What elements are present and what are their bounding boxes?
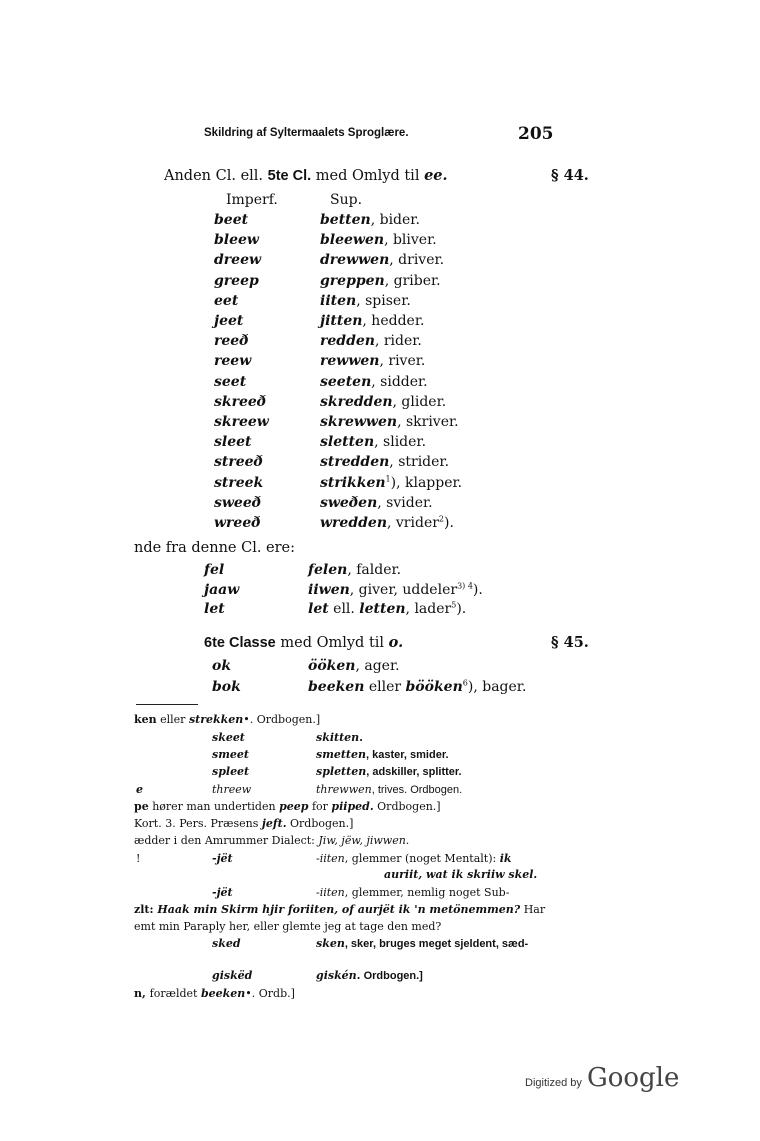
subheading: nde fra denne Cl. ere: — [134, 540, 296, 556]
imperf-form: sweeð — [214, 495, 262, 511]
footnote-mark: 1 — [385, 474, 391, 484]
fn-word: sken — [316, 937, 345, 950]
title-text: Anden Cl. ell. — [164, 168, 264, 184]
table-row — [214, 515, 454, 531]
footnote-line — [212, 765, 462, 778]
imperf-form: bleew — [214, 232, 259, 248]
fn-text: •. Ordbogen.] — [243, 713, 321, 726]
footnote-line — [212, 937, 528, 950]
fn-text: , trives. Ordbogen. — [371, 784, 463, 796]
supine-form: betten — [320, 212, 371, 228]
fn-word: -jët — [212, 886, 233, 899]
page-number: 205 — [518, 124, 554, 144]
supine-form: strikken — [320, 475, 386, 491]
imperf-form: skreew — [214, 414, 269, 430]
imperf-form: skreeð — [214, 394, 267, 410]
table-row — [212, 679, 526, 695]
footnote-line — [212, 731, 363, 744]
footnote-line — [134, 800, 441, 813]
gloss: , griber. — [384, 273, 441, 289]
footnote-line: auriit, wat ik skriiw skel. — [384, 868, 538, 881]
gloss: , river. — [379, 353, 426, 369]
footnote-line — [136, 852, 512, 865]
fn-word: -iiten — [316, 852, 345, 865]
table-row — [214, 454, 449, 470]
table-row — [204, 582, 483, 598]
supine-form: stredden — [320, 454, 390, 470]
gloss: , svider. — [377, 495, 433, 511]
gloss: , driver. — [389, 252, 445, 268]
column-heading-imperf: Imperf. — [226, 192, 278, 208]
table-row — [214, 495, 433, 511]
table-row — [212, 658, 400, 674]
section-45-title — [204, 634, 403, 651]
imperf-form: fel — [204, 562, 225, 578]
footnote-mark: 5 — [451, 600, 457, 610]
fn-text: forældet — [149, 987, 201, 1000]
fn-word: smetten — [316, 748, 366, 761]
imperf-form: sleet — [214, 434, 252, 450]
fn-text: ædder i den Amrummer Dialect: — [134, 834, 319, 847]
fn-word: spleet — [212, 765, 250, 778]
imperf-form: let — [204, 601, 225, 617]
gloss: , giver, uddeler — [349, 582, 458, 598]
fn-text: Har — [520, 903, 546, 916]
fn-text: , adskiller, splitter. — [366, 766, 462, 778]
running-title: Skildring af Syltermaalets Sproglære. — [204, 127, 409, 139]
fn-text: for — [308, 800, 332, 813]
imperf-form: eet — [214, 293, 239, 309]
fn-text: , kaster, smider. — [366, 749, 449, 761]
fn-word: skitten. — [316, 731, 363, 744]
digitized-prefix: Digitized by — [525, 1077, 582, 1089]
section-marker: § 44. — [551, 167, 589, 184]
imperf-form: seet — [214, 374, 247, 390]
table-row — [214, 475, 462, 491]
gloss: ). — [472, 582, 483, 598]
fn-word: giskén. — [316, 969, 361, 982]
gloss: , strider. — [389, 454, 450, 470]
fn-word: smeet — [212, 748, 249, 761]
table-row — [214, 273, 441, 289]
fn-text: , glemmer, nemlig noget Sub- — [344, 886, 510, 899]
fn-word: threwwen — [316, 783, 372, 796]
fn-text: , sker, bruges meget sjeldent, sæd- — [344, 938, 529, 950]
title-text: med Omlyd til — [280, 635, 385, 651]
imperf-form: dreew — [214, 252, 262, 268]
fn-word: -iiten — [316, 886, 345, 899]
fn-text: n, — [134, 987, 150, 1000]
footnote-line — [134, 713, 320, 726]
fn-word: piiped. — [331, 800, 374, 813]
gloss: , bider. — [370, 212, 420, 228]
footnote-line: emt min Paraply her, eller glemte jeg at tage den med? — [134, 920, 442, 933]
footnote-line — [212, 969, 423, 982]
fn-text: ! — [136, 852, 141, 865]
supine-form: bleewen — [320, 232, 385, 248]
imperf-form: wreeð — [214, 515, 261, 531]
fn-text: e — [136, 783, 143, 796]
fn-text: , glemmer (noget Mentalt): — [344, 852, 500, 865]
fn-text: pe — [134, 800, 149, 813]
gloss: , bliver. — [384, 232, 437, 248]
table-row — [214, 252, 444, 268]
supine-form: skrewwen — [320, 414, 398, 430]
gloss: , sidder. — [371, 374, 428, 390]
imperf-form: reew — [214, 353, 252, 369]
footnote-line — [134, 834, 409, 847]
gloss: , ager. — [355, 658, 400, 674]
imperf-form: streeð — [214, 454, 263, 470]
table-row — [204, 601, 466, 617]
footnote-line — [212, 886, 509, 899]
supine-form: sletten — [320, 434, 375, 450]
table-row — [214, 232, 437, 248]
footnote-line — [136, 783, 462, 796]
footnote-line — [134, 817, 353, 830]
supine-form: redden — [320, 333, 375, 349]
gloss: , hedder. — [362, 313, 425, 329]
supine-form: bööken — [405, 679, 463, 695]
gloss: , vrider — [387, 515, 439, 531]
imperf-form: beet — [214, 212, 249, 228]
fn-text: ken — [134, 713, 157, 726]
fn-text: Ordbogen.] — [286, 817, 354, 830]
supine-form: jitten — [320, 313, 363, 329]
fn-word: Jiw, jëw, jiwwen. — [318, 834, 410, 847]
footnote-mark: 2 — [438, 514, 445, 524]
gloss: ), bager. — [467, 679, 527, 695]
gloss: , skriver. — [397, 414, 459, 430]
fn-word: -jët — [212, 852, 233, 865]
fn-word: peep — [279, 800, 309, 813]
gloss: ell. — [328, 601, 360, 617]
supine-form: seeten — [320, 374, 372, 390]
imperf-form: reeð — [214, 333, 249, 349]
supine-form: rewwen — [320, 353, 380, 369]
google-logo: Google — [586, 1063, 680, 1093]
fn-word: beeken — [200, 987, 246, 1000]
supine-form: skredden — [320, 394, 393, 410]
fn-word: spletten — [316, 765, 367, 778]
fn-word: jeft. — [261, 817, 287, 830]
fn-word: giskëd — [212, 969, 253, 982]
supine-form: wredden — [320, 515, 387, 531]
fn-word: strekken — [188, 713, 244, 726]
fn-text: Ordbogen.] — [360, 970, 423, 982]
fn-word: Haak min Skirm hjir foriiten, of aurjët ik 'n metönemmen? — [157, 903, 521, 916]
imperf-form: ok — [212, 658, 232, 674]
table-row — [214, 434, 426, 450]
footnote-mark: 3) 4 — [457, 581, 473, 591]
supine-form: greppen — [320, 273, 385, 289]
gloss: ). — [444, 515, 454, 531]
table-row — [204, 562, 401, 578]
fn-text: Ordbogen.] — [373, 800, 441, 813]
imperf-form: bok — [212, 679, 241, 695]
imperf-form: jeet — [214, 313, 244, 329]
gloss: eller — [364, 679, 406, 695]
fn-text: Kort. 3. Pers. Præsens — [134, 817, 262, 830]
table-row — [214, 374, 428, 390]
footnote-line — [134, 903, 545, 916]
supine-form: ööken — [308, 658, 356, 674]
supine-form: iiwen — [308, 582, 350, 598]
fn-word: threew — [212, 783, 252, 796]
title-class-bold: 6te Classe — [204, 635, 276, 651]
fn-word: skeet — [212, 731, 245, 744]
fn-word: ik — [499, 852, 512, 865]
supine-form: iiten — [320, 293, 357, 309]
title-text: med Omlyd til — [315, 168, 420, 184]
table-row — [214, 212, 420, 228]
supine-form: drewwen — [320, 252, 390, 268]
gloss: , rider. — [374, 333, 422, 349]
gloss: , glider. — [392, 394, 447, 410]
table-row — [214, 293, 411, 309]
footnote-rule — [136, 704, 198, 705]
imperf-form: greep — [214, 273, 259, 289]
table-row — [214, 414, 459, 430]
section-44-title — [164, 167, 448, 184]
fn-text: •. Ordb.] — [245, 987, 295, 1000]
section-marker: § 45. — [551, 634, 589, 651]
title-vowel: o. — [388, 634, 404, 651]
supine-form: felen — [308, 562, 348, 578]
supine-form: sweðen — [320, 495, 378, 511]
supine-form: beeken — [308, 679, 365, 695]
fn-text: hører man undertiden — [148, 800, 280, 813]
fn-text: zlt: — [134, 903, 158, 916]
fn-word: sked — [212, 937, 241, 950]
imperf-form: streek — [214, 475, 264, 491]
footnote-mark: 6 — [462, 678, 468, 688]
gloss: , falder. — [347, 562, 402, 578]
imperf-form: jaaw — [204, 582, 240, 598]
column-heading-sup: Sup. — [330, 192, 363, 208]
table-row — [214, 313, 424, 329]
supine-form: let — [308, 601, 329, 617]
fn-text: eller — [156, 713, 189, 726]
gloss: ). — [456, 601, 467, 617]
table-row — [214, 353, 425, 369]
table-row — [214, 333, 422, 349]
footnote-line — [212, 748, 449, 761]
supine-form: letten — [359, 601, 406, 617]
title-class-bold: 5te Cl. — [267, 168, 312, 184]
gloss: , lader — [405, 601, 452, 617]
gloss: ), klapper. — [390, 475, 463, 491]
gloss: , slider. — [374, 434, 427, 450]
gloss: , spiser. — [356, 293, 411, 309]
footnote-line — [134, 987, 295, 1000]
digitized-watermark — [525, 1063, 679, 1093]
title-vowel: ee. — [424, 167, 448, 184]
table-row — [214, 394, 446, 410]
